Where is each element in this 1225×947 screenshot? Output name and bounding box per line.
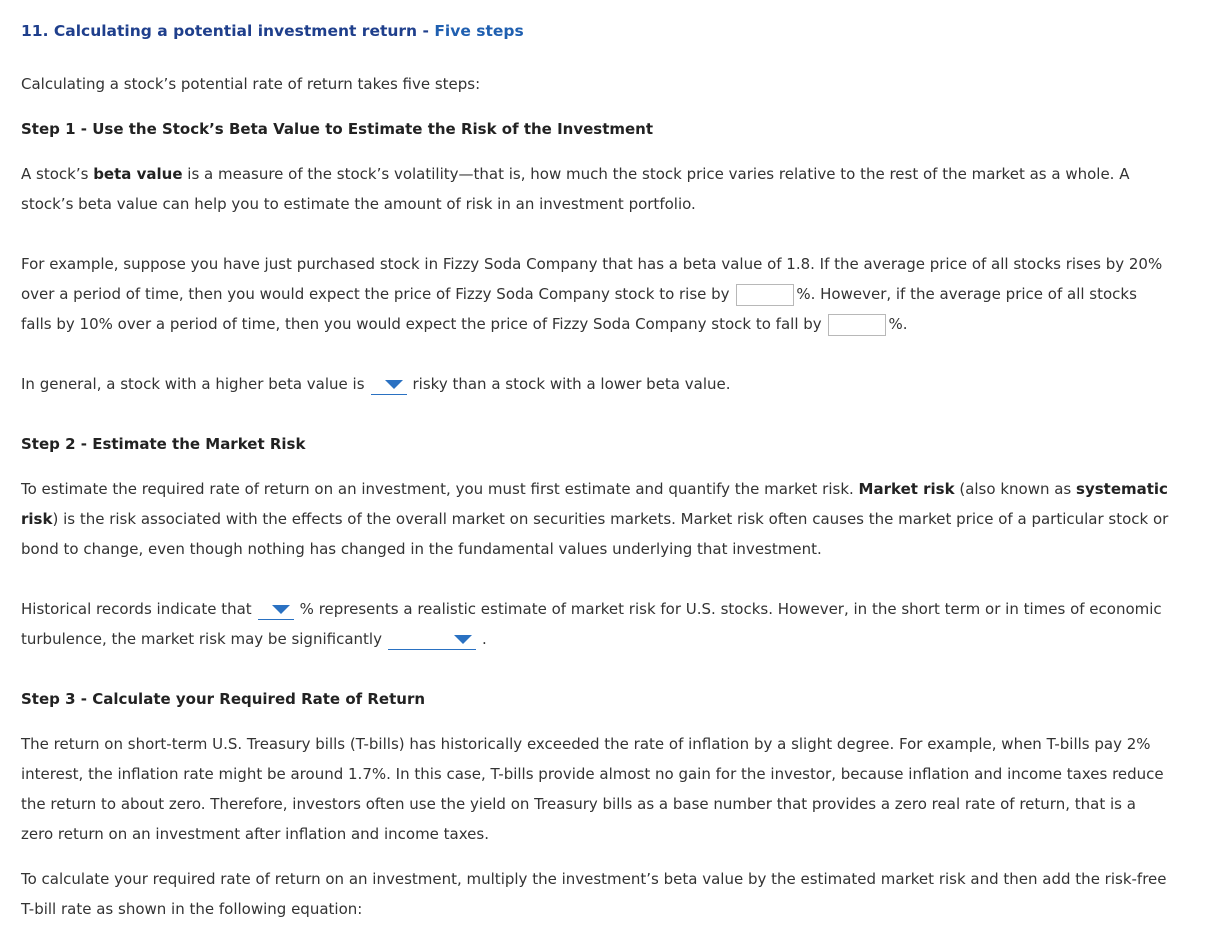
step2-p2-a: Historical records indicate that xyxy=(21,600,252,618)
chevron-down-icon xyxy=(385,380,403,389)
step3-heading: Step 3 - Calculate your Required Rate of Return xyxy=(21,690,426,708)
step3-paragraph-tbills: The return on short-term U.S. Treasury bills (T-bills) has historically exceeded the rate of inflation by a slight degree. For example, when T-bills pay 2% interest, the inflation rate might be around 1.7%. In this case, T-bills provide almost no gain for the investor, because inflation and income taxes reduce the return to about zero. Therefore, investors often use the yield on Treasury bills as a base number that provides a zero real rate of return, that is a zero return on an investment after inflation and income taxes. xyxy=(21,735,1164,843)
market-risk-term: Market risk xyxy=(858,480,955,498)
step1-paragraph-general xyxy=(21,369,1171,399)
intro-text: Calculating a stock’s potential rate of return takes five steps: xyxy=(21,75,481,93)
step1-p1-b: is a measure of the stock’s volatility—that is, how much the stock price varies relative to the rest of the market as a whole. A stock’s beta value can help you to estimate the amount of risk in an investment portfolio. xyxy=(21,165,1130,213)
systematic-risk-term: systematic risk xyxy=(21,480,1168,528)
step3-paragraph-equation-intro: To calculate your required rate of return on an investment, multiply the investment’s beta value by the estimated market risk and then add the risk-free T-bill rate as shown in the following equation: xyxy=(21,870,1167,918)
risk-comparison-dropdown[interactable] xyxy=(371,374,407,395)
step1-p3-b: risky than a stock with a lower beta value. xyxy=(412,375,731,393)
step2-p1-c: ) is the risk associated with the effects of the overall market on securities markets. Market risk often causes the market price of a particular stock or bond to change, even though nothing has changed in the fundamental values underlying that investment. xyxy=(21,510,1169,558)
fall-percent-input[interactable] xyxy=(828,314,886,336)
step1-p2-a: For example, suppose you have just purchased stock in Fizzy Soda Company that has a beta value of 1.8. If the average price of all stocks rises by 20% over a period of time, then you would expect the price of Fizzy Soda Company stock to rise by xyxy=(21,255,1163,303)
step1-paragraph-beta xyxy=(21,159,1171,219)
market-risk-change-dropdown[interactable] xyxy=(388,629,476,650)
step2-paragraph-market-risk xyxy=(21,474,1171,564)
step2-p2-c: . xyxy=(481,630,487,648)
step1-p3-a: In general, a stock with a higher beta value is xyxy=(21,375,365,393)
beta-value-term: beta value xyxy=(93,165,183,183)
step2-heading: Step 2 - Estimate the Market Risk xyxy=(21,435,306,453)
step2-paragraph-historical xyxy=(21,594,1171,654)
rise-percent-input[interactable] xyxy=(736,284,794,306)
chevron-down-icon xyxy=(454,635,472,644)
chevron-down-icon xyxy=(272,605,290,614)
question-title-main: 11. Calculating a potential investment return - xyxy=(21,22,435,40)
step1-p2-c: %. xyxy=(888,315,908,333)
step1-p1-a: A stock’s xyxy=(21,165,94,183)
step1-p2-b: %. However, if the average price of all stocks falls by 10% over a period of time, then you would expect the price of Fizzy Soda Company stock to fall by xyxy=(21,285,1137,333)
step1-paragraph-example xyxy=(21,249,1171,339)
market-risk-estimate-dropdown[interactable] xyxy=(258,599,294,620)
step2-p2-b: % represents a realistic estimate of market risk for U.S. stocks. However, in the short term or in times of economic turbulence, the market risk may be significantly xyxy=(21,600,1162,648)
question-title-sub: Five steps xyxy=(434,22,524,40)
step2-p1-a: To estimate the required rate of return on an investment, you must first estimate and quantify the market risk. xyxy=(21,480,859,498)
question-title xyxy=(21,22,524,40)
step2-p1-b: (also known as xyxy=(954,480,1077,498)
step1-heading: Step 1 - Use the Stock’s Beta Value to Estimate the Risk of the Investment xyxy=(21,120,654,138)
